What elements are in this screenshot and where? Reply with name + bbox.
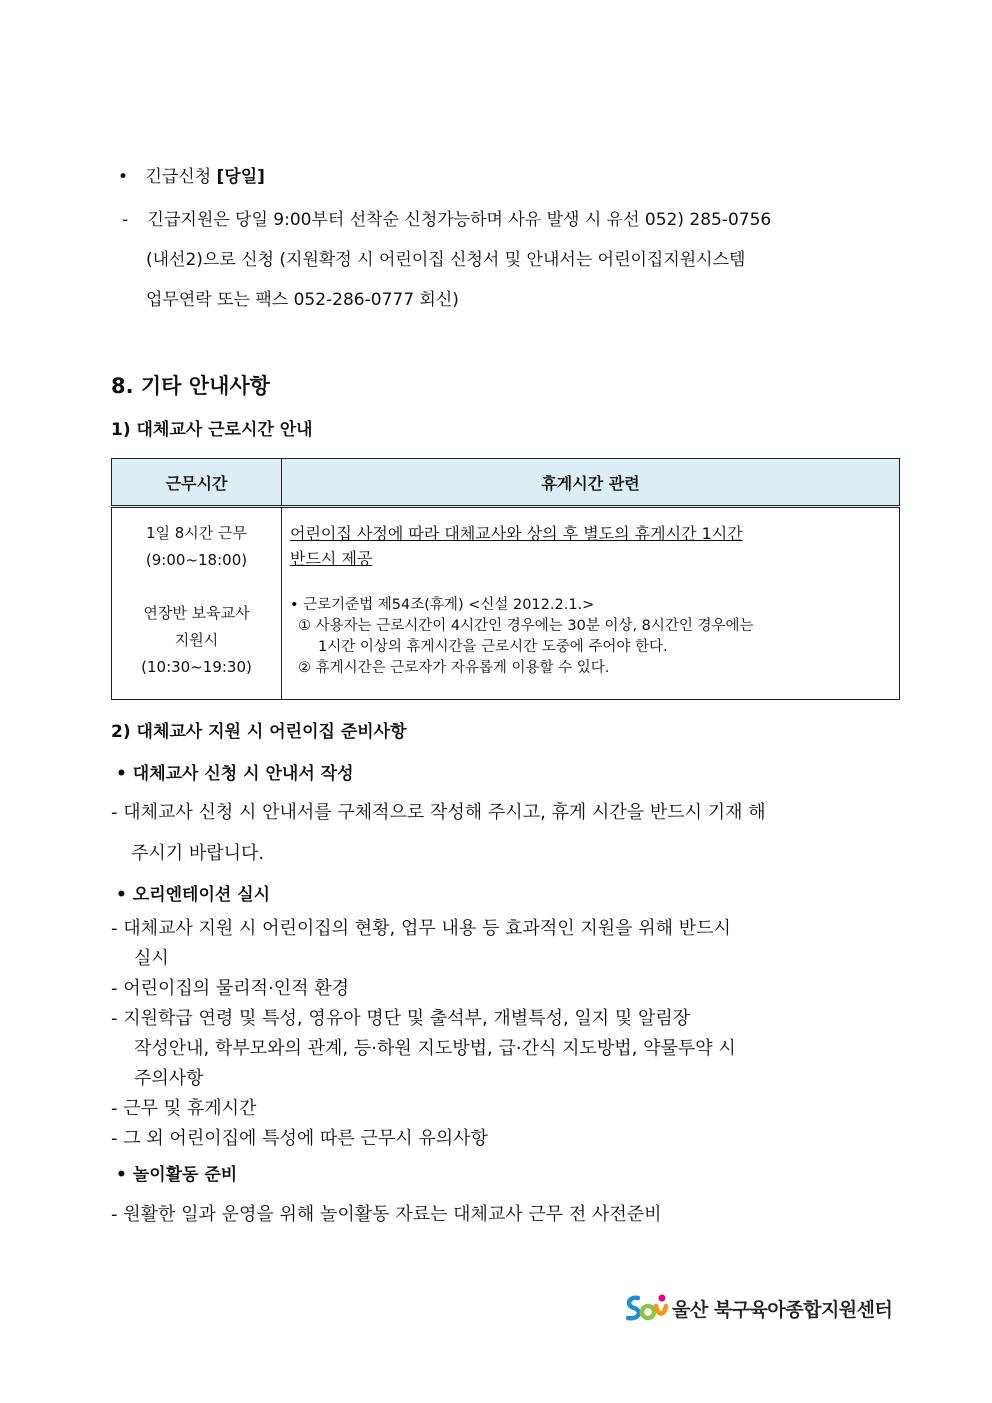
- table-header-row: [112, 459, 900, 507]
- footer-logo: [624, 1292, 892, 1324]
- extended-support: 지원시: [174, 631, 219, 649]
- play-line-1: - 원활한 일과 운영을 위해 놀이활동 자료는 대체교사 근무 전 사전준비: [111, 1204, 662, 1225]
- orientation-line-3c: 주의사항: [134, 1068, 204, 1089]
- emergency-heading: [118, 162, 265, 187]
- rest-requirement: [290, 521, 899, 571]
- law-clause-2: ② 휴게시간은 근로자가 자유롭게 이용할 수 있다.: [298, 660, 610, 676]
- emergency-line-1-text: 긴급지원은 당일 9:00부터 선착순 신청가능하며 사유 발생 시 유선 052) 285-0756: [147, 210, 772, 230]
- work-hours-range: (9:00~18:00): [145, 551, 248, 569]
- bullet-guide-line-2: 주시기 바랍니다.: [131, 843, 265, 864]
- section-8-title: 8. 기타 안내사항: [111, 374, 270, 398]
- emergency-line-2: (내선2)으로 신청 (지원확정 시 어린이집 신청서 및 안내서는 어린이집지원시스템: [146, 250, 746, 270]
- orientation-line-3b: 작성안내, 학부모와의 관계, 등·하원 지도방법, 급·간식 지도방법, 약물투약 시: [134, 1038, 736, 1059]
- subsection-2-title: 2) 대체교사 지원 시 어린이집 준비사항: [111, 722, 407, 742]
- bullet-guide-line-1: - 대체교사 신청 시 안내서를 구체적으로 작성해 주시고, 휴게 시간을 반드시 기재 해: [111, 802, 766, 823]
- orientation-line-1: - 대체교사 지원 시 어린이집의 현황, 업무 내용 등 효과적인 지원을 위해 반드시: [111, 918, 731, 939]
- law-clause-1: ① 사용자는 근로시간이 4시간인 경우에는 30분 이상, 8시간인 경우에는: [298, 618, 754, 634]
- law-clause-1-cont: 1시간 이상의 휴게시간을 근로시간 도중에 주어야 한다.: [318, 639, 668, 655]
- subsection-1-title: 1) 대체교사 근로시간 안내: [111, 420, 313, 440]
- law-title: • 근로기준법 제54조(휴게) <신설 2012.2.1.>: [290, 597, 595, 613]
- orientation-line-5: - 그 외 어린이집에 특성에 따른 근무시 유의사항: [111, 1128, 488, 1149]
- emergency-line-1: [122, 205, 771, 230]
- rest-requirement-line-2: 반드시 제공: [290, 549, 373, 568]
- bullet-orientation-title: • 오리엔테이션 실시: [116, 885, 271, 905]
- table-row: [112, 507, 900, 700]
- center-logo-icon: [624, 1292, 668, 1324]
- orientation-line-3: - 지원학급 연령 및 특성, 영유아 명단 및 출석부, 개별특성, 일지 및 알림장: [111, 1008, 691, 1029]
- work-time-cell: [112, 507, 282, 700]
- extended-class: 연장반 보육교사: [143, 604, 250, 622]
- dash: -: [122, 210, 129, 230]
- emergency-title-bracket: [당일]: [216, 167, 265, 187]
- rest-time-cell: [282, 507, 900, 700]
- header-rest-time: 휴게시간 관련: [282, 459, 900, 507]
- emergency-title: 긴급신청: [145, 167, 212, 187]
- bullet-play-title: • 놀이활동 준비: [116, 1165, 238, 1185]
- labor-law-block: [290, 595, 899, 679]
- work-hours: 1일 8시간 근무: [145, 524, 248, 542]
- extended-hours-range: (10:30~19:30): [141, 658, 252, 676]
- orientation-line-4: - 근무 및 휴게시간: [111, 1098, 257, 1119]
- rest-requirement-line-1: 어린이집 사정에 따라 대체교사와 상의 후 별도의 휴게시간 1시간: [290, 524, 743, 543]
- footer-logo-text: 울산 북구육아종합지원센터: [672, 1298, 893, 1321]
- bullet: •: [118, 167, 129, 187]
- rest-time-table: [111, 458, 900, 700]
- orientation-line-1b: 실시: [134, 948, 169, 969]
- orientation-line-2: - 어린이집의 물리적·인적 환경: [111, 978, 350, 999]
- emergency-line-3: 업무연락 또는 팩스 052-286-0777 회신): [146, 290, 459, 310]
- header-work-time: 근무시간: [112, 459, 282, 507]
- bullet-guide-title: • 대체교사 신청 시 안내서 작성: [116, 764, 354, 784]
